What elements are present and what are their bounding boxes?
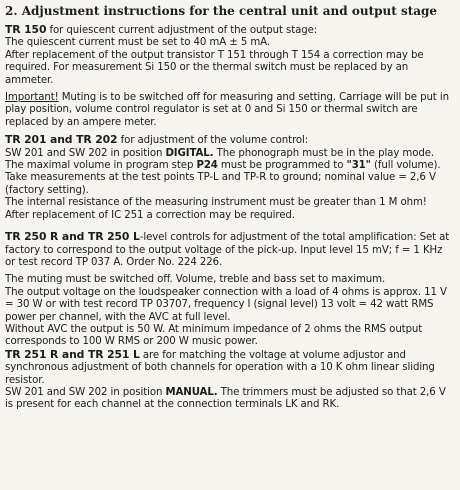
tr201-volume-line: The maximal volume in program step P24 must be programmed to "31" (full volume). [5,160,441,172]
tr150-heading-line [5,24,454,37]
tr251-switch-line: SW 201 and SW 202 in position MANUAL. The trimmers must be adjusted so that 2,6 V is present for each channel at the connection terminals LK and RK. [5,386,446,411]
tr201-section [5,134,454,222]
tr150-line-1: The quiescent current must be set to 40 mA ± 5 mA. [5,37,271,49]
important-text: Muting is to be switched off for measuring and setting. Carriage will be put in play position, volume control regulator is set at 0 and Si 150 or thermal switch are replaced by an ampere meter. [5,92,449,128]
tr250-label: TR 250 R and TR 250 L [5,230,140,244]
tr250-line-3: Without AVC the output is 50 W. At minimum impedance of 2 ohms the RMS output corresponds to 100 W RMS or 200 W music power. [5,323,423,348]
tr251-section [5,349,454,412]
tr150-line-2: After replacement of the output transistor T 151 through T 154 a correction may be required. For measurement Si 150 or the thermal switch must be replaced by an ammeter. [5,49,424,86]
tr150-section [5,24,454,87]
important-note [5,92,454,129]
important-label: Important! [5,92,59,104]
tr250-intro: -level controls for adjustment of the total amplification: Set at factory to correspond to the output voltage of the pick-up. Input level 15 mV; f = 1 KHz or test record TP 037 A. Order No. 224 226. [5,232,450,268]
tr251-intro: are for matching the voltage at volume adjustor and synchronous adjustment of both channels for operation with a 10 K ohm linear sliding resistor. [5,349,435,386]
tr201-intro: for adjustment of the volume control: [117,135,309,147]
tr201-heading-line [5,134,454,147]
tr201-line-2: The internal resistance of the measuring instrument must be greater than 1 M ohm! [5,197,427,209]
tr201-switch-line: SW 201 and SW 202 in position DIGITAL. The phonograph must be in the play mode. [5,147,435,159]
section-title: 2. Adjustment instructions for the central unit and output stage [5,4,438,18]
tr250-line-2: The output voltage on the loudspeaker connection with a load of 4 ohms is approx. 11 V = 30 W or with test record TP 03707, frequency I (signal level) 13 volt = 42 watt RMS power per channel, with the AVC at full level. [5,286,447,323]
tr251-label: TR 251 R and TR 251 L [5,347,140,361]
tr201-label: TR 201 and TR 202 [5,133,118,147]
tr251-heading-line [5,349,454,387]
tr250-line-1: The muting must be switched off. Volume, treble and bass set to maximum. [5,274,386,286]
tr150-intro: for quiescent current adjustment of the output stage: [46,25,318,36]
tr250-heading-line [5,231,454,269]
tr201-line-3: After replacement of IC 251 a correction may be required. [5,209,295,221]
tr150-label: TR 150 [5,23,47,36]
tr250-section [5,231,454,349]
tr201-line-1: Take measurements at the test points TP-L and TP-R to ground; nominal value = 2,6 V (factory setting). [5,172,436,196]
